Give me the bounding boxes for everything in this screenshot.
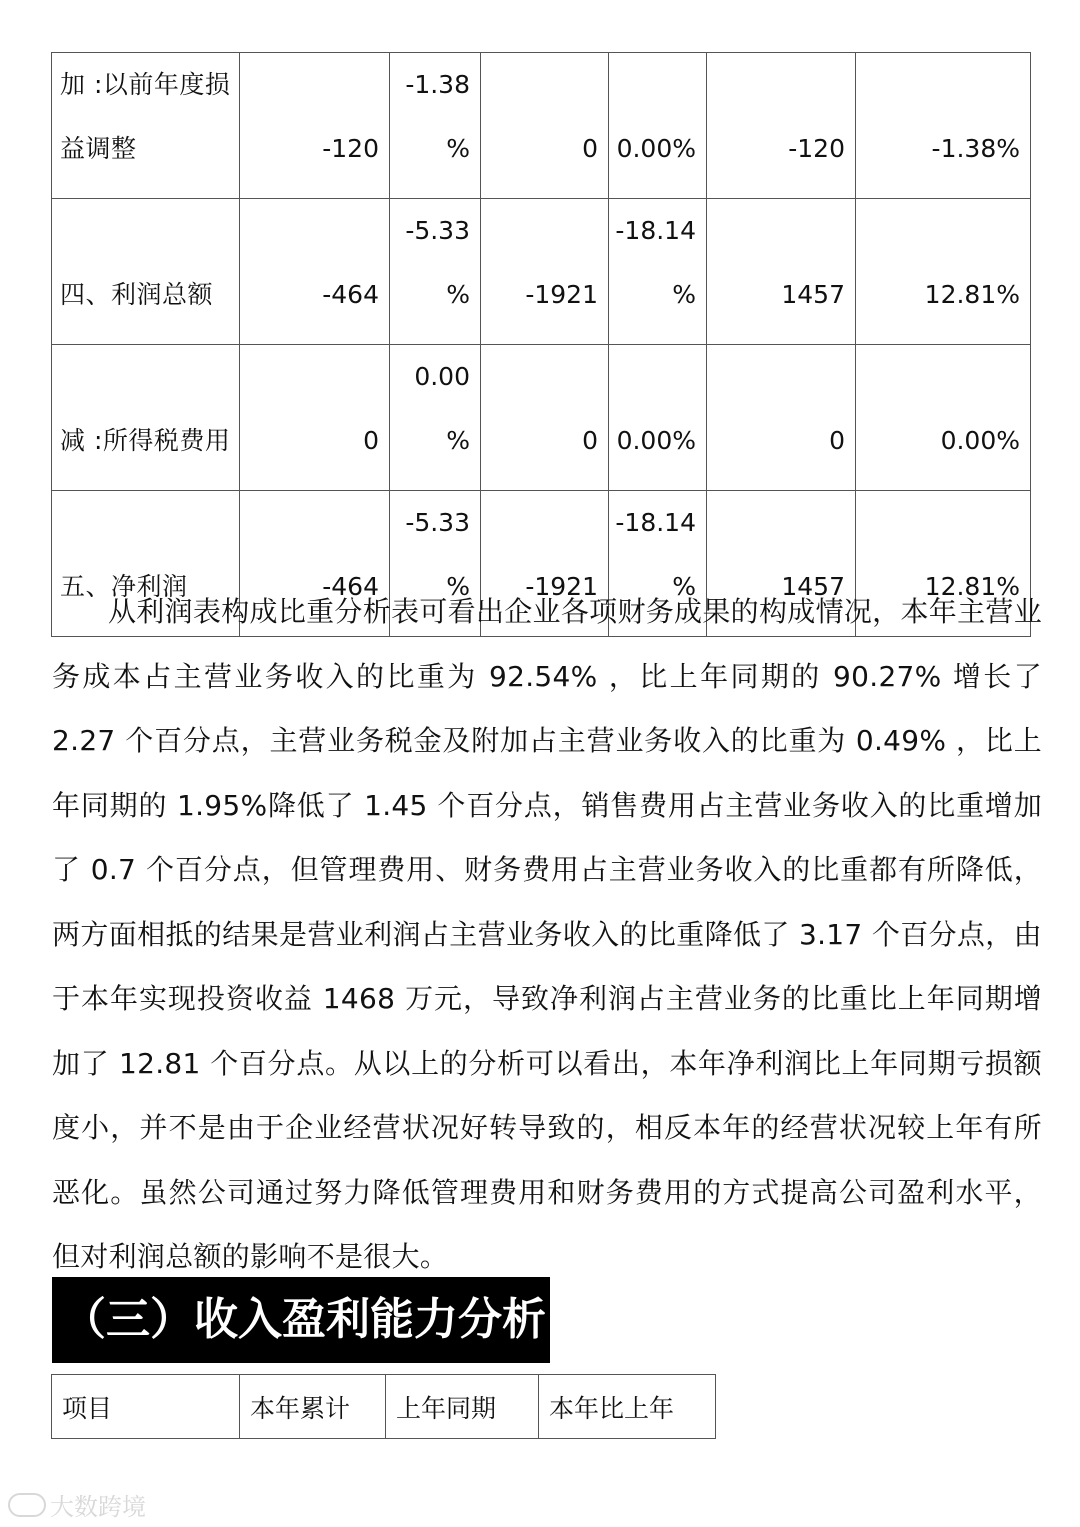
table-cell: 1457: [707, 199, 856, 345]
table-cell: 1457: [707, 491, 856, 637]
row-label: [52, 345, 240, 491]
header-cell-current-year: 本年累计: [240, 1375, 386, 1439]
header-cell-change: 本年比上年: [539, 1375, 716, 1439]
table-cell: [390, 53, 481, 199]
table-row: [52, 345, 1031, 491]
table-cell: 0: [707, 345, 856, 491]
table-cell: 0: [481, 53, 609, 199]
table-cell: -1.38%: [856, 53, 1031, 199]
table-cell: 12.81%: [856, 199, 1031, 345]
row-label-line: 四、利润总额: [60, 280, 214, 309]
table-row: [52, 199, 1031, 345]
cell-line: 0.00: [414, 362, 470, 391]
income-profitability-table: [51, 1374, 716, 1439]
section-heading: （三）收入盈利能力分析: [52, 1277, 550, 1363]
header-cell-prior-year: 上年同期: [386, 1375, 539, 1439]
table-cell: 0.00%: [856, 345, 1031, 491]
table-cell: -1921: [481, 199, 609, 345]
cell-line: %: [446, 572, 470, 601]
cell-line: %: [446, 426, 470, 455]
table-cell: 0.00%: [609, 53, 707, 199]
analysis-paragraph: 从利润表构成比重分析表可看出企业各项财务成果的构成情况，本年主营业务成本占主营业务收入的比重为 92.54% ，比上年同期的 90.27% 增长了 2.27 个百分点，主营业务税金及附加占主营业务收入的比重为 0.49% ，比上年同期的 1.95%降低了 1.45 个百分点，销售费用占主营业务收入的比重增加了 0.7 个百分点，但管理费用、财务费用占主营业务收入的比重都有所降低，两方面相抵的结果是营业利润占主营业务收入的比重降低了 3.17 个百分点，由于本年实现投资收益 1468 万元，导致净利润占主营业务的比重比上年同期增加了 12.81 个百分点。从以上的分析可以看出，本年净利润比上年同期亏损额度小，并不是由于企业经营状况好转导致的，相反本年的经营状况较上年有所恶化。虽然公司通过努力降低管理费用和财务费用的方式提高公司盈利水平，但对利润总额的影响不是很大。: [52, 595, 1042, 1273]
watermark-text: 大数跨境: [50, 1493, 146, 1521]
table-row: [52, 53, 1031, 199]
row-label: [52, 199, 240, 345]
watermark: [8, 1487, 146, 1522]
cell-line: -1.38: [405, 70, 470, 99]
cell-line: -5.33: [405, 216, 470, 245]
table-header-row: [52, 1375, 716, 1439]
table-cell: 12.81%: [856, 491, 1031, 637]
profit-composition-table: [51, 52, 1031, 637]
table-cell: -464: [240, 199, 390, 345]
row-label: [52, 53, 240, 199]
row-label-line: 减 :所得税费用: [60, 426, 231, 455]
table-cell: 0: [240, 345, 390, 491]
cell-line: %: [446, 280, 470, 309]
row-label-line: 加 :以前年度损: [60, 70, 231, 99]
row-label-line: 五、净利润: [60, 572, 188, 601]
table-cell: -464: [240, 491, 390, 637]
header-cell-item: 项目: [52, 1375, 240, 1439]
table-cell: [390, 199, 481, 345]
cell-line: -18.14: [615, 508, 696, 537]
table-cell: [609, 199, 707, 345]
cell-line: -5.33: [405, 508, 470, 537]
table-cell: -120: [707, 53, 856, 199]
table-cell: 0: [481, 345, 609, 491]
cell-line: %: [672, 280, 696, 309]
table-cell: -120: [240, 53, 390, 199]
watermark-logo-icon: [8, 1493, 46, 1517]
table-cell: [390, 345, 481, 491]
table-cell: -1921: [481, 491, 609, 637]
cell-line: %: [446, 134, 470, 163]
cell-line: %: [672, 572, 696, 601]
row-label-line: 益调整: [60, 134, 137, 163]
table-cell: 0.00%: [609, 345, 707, 491]
cell-line: -18.14: [615, 216, 696, 245]
